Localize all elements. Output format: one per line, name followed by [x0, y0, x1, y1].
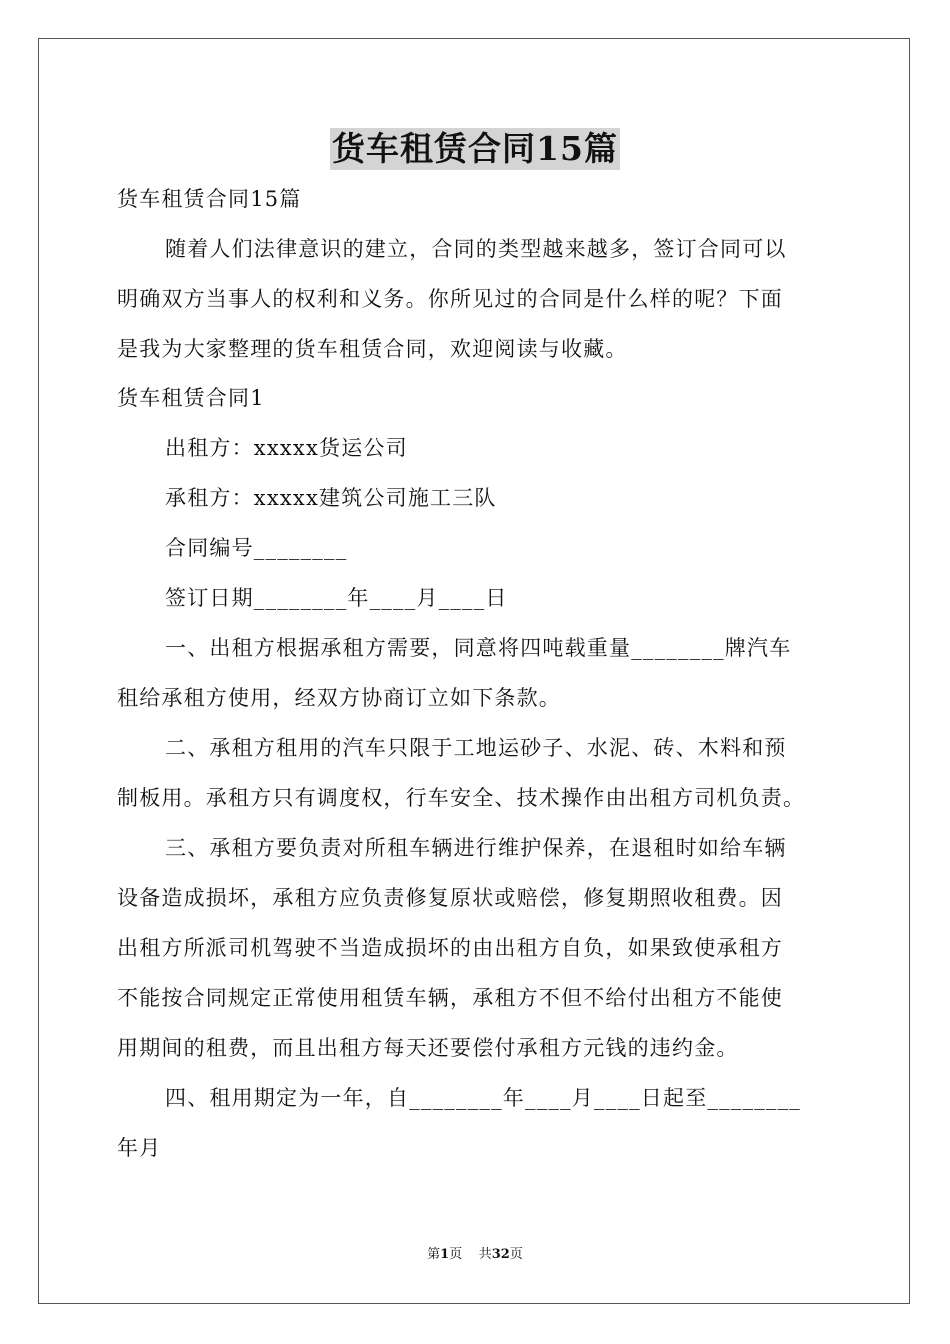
clause-line: 设备造成损坏，承租方应负责修复原状或赔偿，修复期照收租费。因: [117, 886, 783, 910]
section-heading: 货车租赁合同1: [117, 386, 265, 410]
footer-total-pages: 32: [491, 1247, 510, 1262]
paragraph-line: 是我为大家整理的货车租赁合同，欢迎阅读与收藏。: [117, 337, 628, 361]
clause-line: 用期间的租费，而且出租方每天还要偿付承租方元钱的违约金。: [117, 1036, 739, 1060]
footer-page-number: 1: [440, 1247, 450, 1262]
signing-date-line: 签订日期________年____月____日: [165, 586, 508, 610]
page-footer: [0, 1246, 950, 1264]
clause-line: 年月: [117, 1136, 162, 1160]
paragraph-line: 随着人们法律意识的建立，合同的类型越来越多，签订合同可以: [165, 237, 787, 261]
clause-line: 出租方所派司机驾驶不当造成损坏的由出租方自负，如果致使承租方: [117, 936, 783, 960]
paragraph-line: 明确双方当事人的权利和义务。你所见过的合同是什么样的呢？下面: [117, 287, 783, 311]
clause-line: 一、出租方根据承租方需要，同意将四吨载重量________牌汽车: [165, 636, 792, 660]
clause-line: 租给承租方使用，经双方协商订立如下条款。: [117, 686, 561, 710]
clause-line: 二、承租方租用的汽车只限于工地运砂子、水泥、砖、木料和预: [165, 736, 787, 760]
clause-line: 不能按合同规定正常使用租赁车辆，承租方不但不给付出租方不能使: [117, 986, 783, 1010]
subtitle-line: 货车租赁合同15篇: [117, 187, 302, 211]
title-container: [0, 128, 950, 170]
clause-line: 三、承租方要负责对所租车辆进行维护保养，在退租时如给车辆: [165, 836, 787, 860]
document-title: 货车租赁合同15篇: [332, 129, 618, 168]
clause-line: 四、租用期定为一年，自________年____月____日起至________: [165, 1086, 801, 1110]
contract-number-line: 合同编号________: [165, 536, 348, 560]
lessee-line: 承租方：xxxxx建筑公司施工三队: [165, 486, 497, 510]
footer-suffix: 页: [509, 1247, 523, 1262]
clause-line: 制板用。承租方只有调度权，行车安全、技术操作由出租方司机负责。: [117, 786, 806, 810]
page-border: [38, 38, 910, 1304]
footer-middle: 页 共: [449, 1247, 492, 1262]
lessor-line: 出租方：xxxxx货运公司: [165, 436, 408, 460]
footer-prefix: 第: [427, 1247, 441, 1262]
